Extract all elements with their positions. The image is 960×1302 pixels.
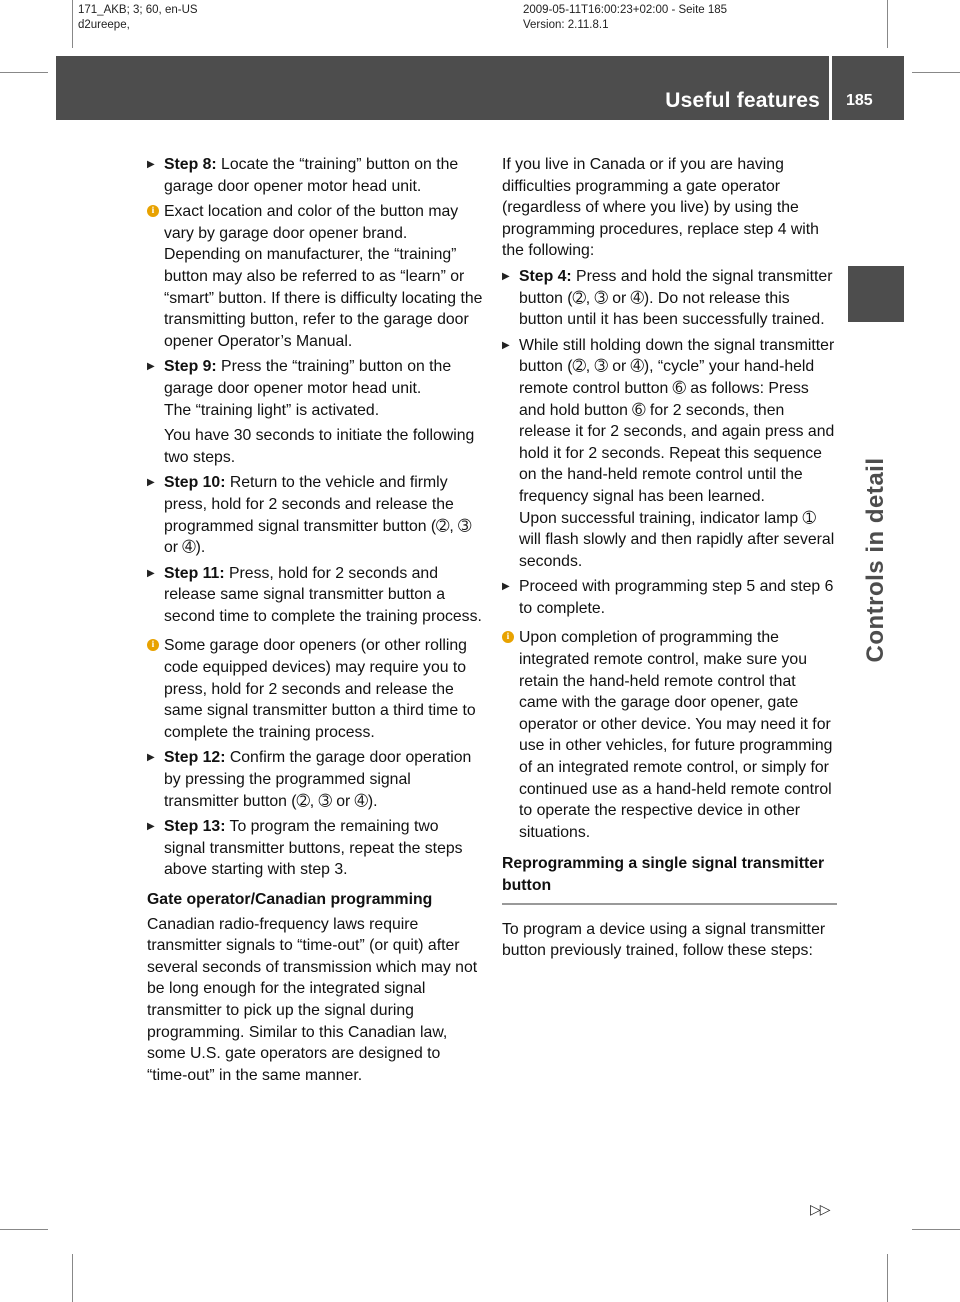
step-label: Step 13: [164, 818, 226, 836]
step-text: Confirm the garage door operation by pressing the programmed signal transmitter button (➁, ➂ or ➃). [164, 749, 472, 810]
print-meta-right-line1: 2009-05-11T16:00:23+02:00 - Seite 185 [523, 4, 728, 16]
bullet-icon: ▶ [502, 270, 510, 282]
step-text-line: Upon successful training, indicator lamp ➀ will flash slowly and then rapidly after several seconds. [519, 509, 835, 570]
side-tab-marker [848, 266, 904, 322]
crop-mark [0, 72, 48, 73]
paragraph: Canadian radio-frequency laws require transmitter signals to “time-out” (or quit) after several seconds of transmission which may not be long enough for the integrated signal transmitter to pick up the signal during programming. Similar to this Canadian law, some U.S. gate operators are designed to “time-out” in the same manner. [147, 915, 478, 1084]
header-divider [829, 56, 832, 120]
step-label: Step 10: [164, 474, 226, 492]
step-label: Step 12: [164, 749, 226, 767]
step-label: Step 8: [164, 156, 217, 173]
step-11 [147, 563, 483, 628]
step-text: Press the “training” button on the garage door opener motor head unit. [164, 358, 452, 397]
step-text: While still holding down the signal transmitter button (➁, ➂ or ➃), “cycle” your hand-held remote control button ➅ as follows: Press and hold button ➅ for 2 seconds, then release it for 2 seconds, and again press and hold it for 2 seconds. Repeat this sequence on the hand-held remote control until the frequency signal has been learned. [519, 336, 835, 505]
bullet-icon: ▶ [502, 339, 510, 351]
step-label: Step 9: [164, 358, 217, 376]
step-text: Press and hold the signal transmitter button (➁, ➂ or ➃). Do not release this button until it has been successfully trained. [519, 267, 833, 329]
right-column [502, 154, 837, 966]
step-text: Press, hold for 2 seconds and release same signal transmitter button a second time to complete the training process. [164, 564, 482, 625]
step-text: Proceed with programming step 5 and step 6 to complete. [519, 578, 834, 617]
page-number: 185 [846, 92, 873, 109]
crop-mark [912, 1229, 960, 1230]
proceed-step [502, 576, 837, 619]
info-text: Some garage door openers (or other rolling code equipped devices) may require you to press, hold for 2 seconds and release the same signal transmitter button a third time to complete the training process. [164, 637, 476, 741]
section-heading: Gate operator/Canadian programming [147, 891, 433, 908]
step-label: Step 4: [519, 267, 572, 285]
step-10 [147, 472, 483, 558]
crop-mark [887, 0, 888, 48]
bullet-icon: ▶ [147, 821, 155, 833]
continue-marker: ▷▷ [810, 1201, 830, 1217]
print-meta-left-line1: 171_AKB; 3; 60, en-US [78, 4, 198, 16]
side-tab-label: Controls in detail [862, 457, 889, 663]
step-13 [147, 816, 483, 881]
crop-mark [0, 1229, 48, 1230]
left-column [147, 154, 483, 1090]
info-icon: i [147, 205, 159, 217]
paragraph: If you live in Canada or if you are having difficulties programming a gate operator (regardless of where you live) by using the programming procedures, replace step 4 with the following: [502, 156, 819, 260]
print-meta-right-line2: Version: 2.11.8.1 [523, 19, 609, 31]
info-icon: i [502, 631, 514, 643]
info-icon: i [147, 639, 159, 651]
paragraph: To program a device using a signal transmitter button previously trained, follow these steps: [502, 920, 826, 960]
crop-mark [72, 0, 73, 48]
bullet-icon: ▶ [147, 752, 155, 764]
holding-step [502, 335, 837, 573]
print-meta-left-line2: d2ureepe, [78, 19, 130, 31]
step-label: Step 11: [164, 564, 225, 582]
step-8 [147, 154, 483, 197]
section-heading: Reprogramming a single signal transmitter button [502, 853, 837, 904]
bullet-icon: ▶ [502, 581, 510, 593]
page-title: Useful features [665, 89, 820, 112]
bullet-icon: ▶ [147, 567, 155, 579]
print-meta-right [523, 3, 727, 33]
print-meta-left [78, 3, 198, 33]
info-note [147, 201, 483, 352]
bullet-icon: ▶ [147, 159, 155, 170]
step-9 [147, 356, 483, 468]
step-text: Return to the vehicle and firmly press, hold for 2 seconds and release the programmed signal transmitter button (➁, ➂ or ➃). [164, 474, 472, 557]
step-text-line: The “training light” is activated. [164, 401, 380, 419]
info-note [502, 627, 837, 843]
crop-mark [72, 1254, 73, 1302]
bullet-icon: ▶ [147, 477, 155, 489]
step-text-line: You have 30 seconds to initiate the following two steps. [164, 427, 475, 466]
crop-mark [912, 72, 960, 73]
step-4 [502, 266, 837, 331]
info-text: Exact location and color of the button may vary by garage door opener brand. Depending on manufacturer, the “training” button may also be referred to as “learn” or “smart” button. If there is difficulty locating the transmitting button, refer to the garage door opener Operator’s Manual. [164, 203, 483, 350]
step-12 [147, 747, 483, 812]
step-text: Locate the “training” button on the garage door opener motor head unit. [164, 156, 459, 195]
crop-mark [887, 1254, 888, 1302]
step-text: To program the remaining two signal transmitter buttons, repeat the steps above starting with step 3. [164, 818, 463, 879]
bullet-icon: ▶ [147, 361, 155, 373]
info-note [147, 635, 483, 743]
info-text: Upon completion of programming the integrated remote control, make sure you retain the hand-held remote control that came with the garage door opener, gate operator or other device. You may need it for use in other vehicles, for future programming of an integrated remote control, or simply for continued use as a hand-held remote control to operate the respective device in other situations. [519, 629, 833, 841]
